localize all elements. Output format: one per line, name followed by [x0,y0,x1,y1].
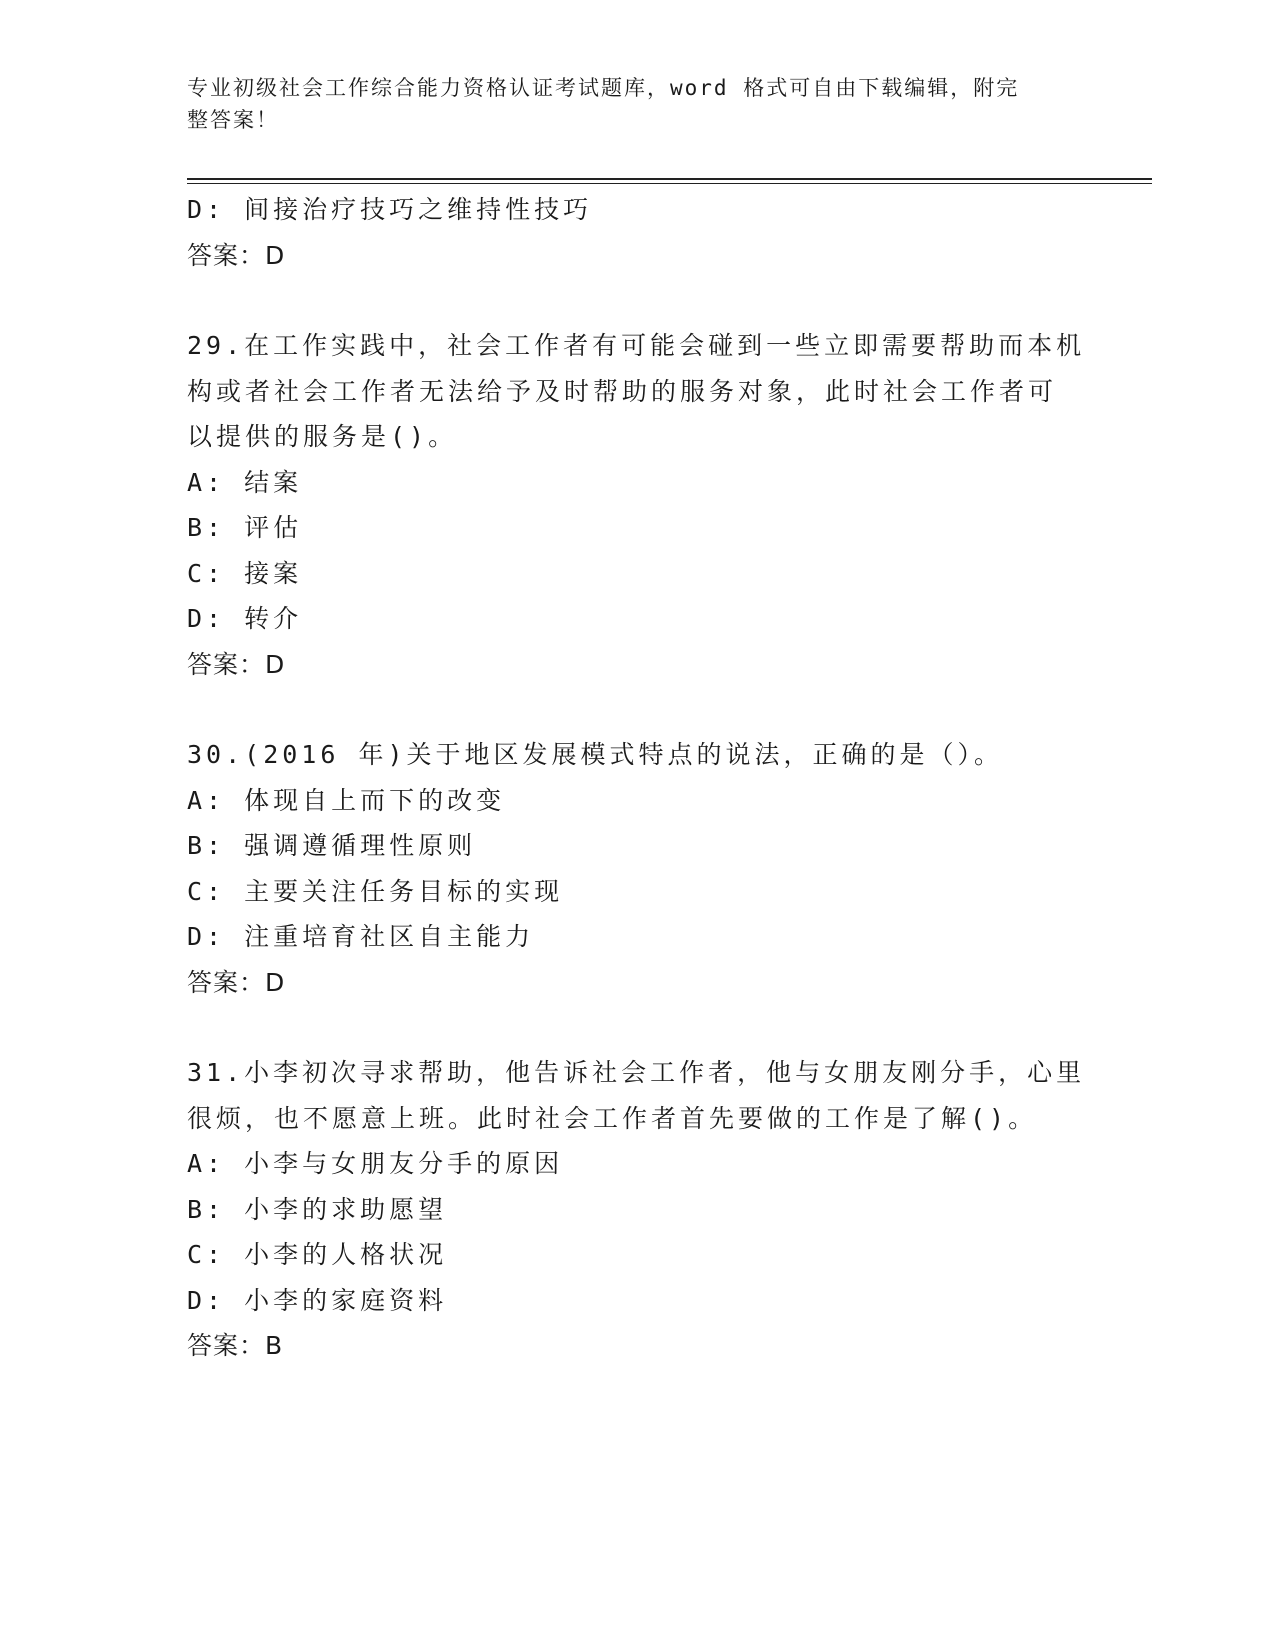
answer: 答案：D [187,240,286,270]
question-30 [187,732,1087,1005]
spacer [187,687,1087,732]
option-a: A: 体现自上而下的改变 [187,785,506,815]
option-d: D: 间接治疗技巧之维持性技巧 [187,195,593,224]
question-31 [187,1050,1087,1369]
question-text-line: 以提供的服务是()。 [187,422,458,451]
option-d: D: 小李的家庭资料 [187,1285,448,1315]
option-d: D: 注重培育社区自主能力 [187,922,535,951]
option-b: B: 强调遵循理性原则 [187,831,477,860]
answer: 答案：D [187,967,286,997]
option-b: B: 评估 [187,513,303,542]
header-line-2: 整答案！ [187,108,279,132]
question-text-line: 31.小李初次寻求帮助，他告诉社会工作者，他与女朋友刚分手，心里 [187,1058,1086,1087]
question-text-line: 构或者社会工作者无法给予及时帮助的服务对象，此时社会工作者可 [187,376,1058,406]
spacer [187,1005,1087,1050]
question-text-line: 很烦，也不愿意上班。此时社会工作者首先要做的工作是了解()。 [187,1103,1038,1133]
header-divider-thin [187,183,1152,184]
answer: 答案：D [187,649,286,679]
option-c: C: 主要关注任务目标的实现 [187,876,564,906]
answer: 答案：B [187,1331,284,1360]
document-body [187,187,1087,1369]
question-text-line: 30.(2016 年)关于地区发展模式特点的说法，正确的是（）。 [187,740,1004,769]
option-d: D: 转介 [187,604,303,633]
document-header [187,72,1067,136]
previous-question-tail [187,187,1087,278]
option-c: C: 小李的人格状况 [187,1240,448,1269]
spacer [187,278,1087,323]
option-a: A: 结案 [187,467,303,497]
option-a: A: 小李与女朋友分手的原因 [187,1149,564,1178]
option-b: B: 小李的求助愿望 [187,1194,448,1224]
question-29 [187,323,1087,687]
question-text-line: 29.在工作实践中，社会工作者有可能会碰到一些立即需要帮助而本机 [187,331,1086,360]
option-c: C: 接案 [187,558,303,588]
header-line-1: 专业初级社会工作综合能力资格认证考试题库，word 格式可自由下载编辑，附完 [187,76,1020,100]
header-divider-thick [187,178,1152,180]
